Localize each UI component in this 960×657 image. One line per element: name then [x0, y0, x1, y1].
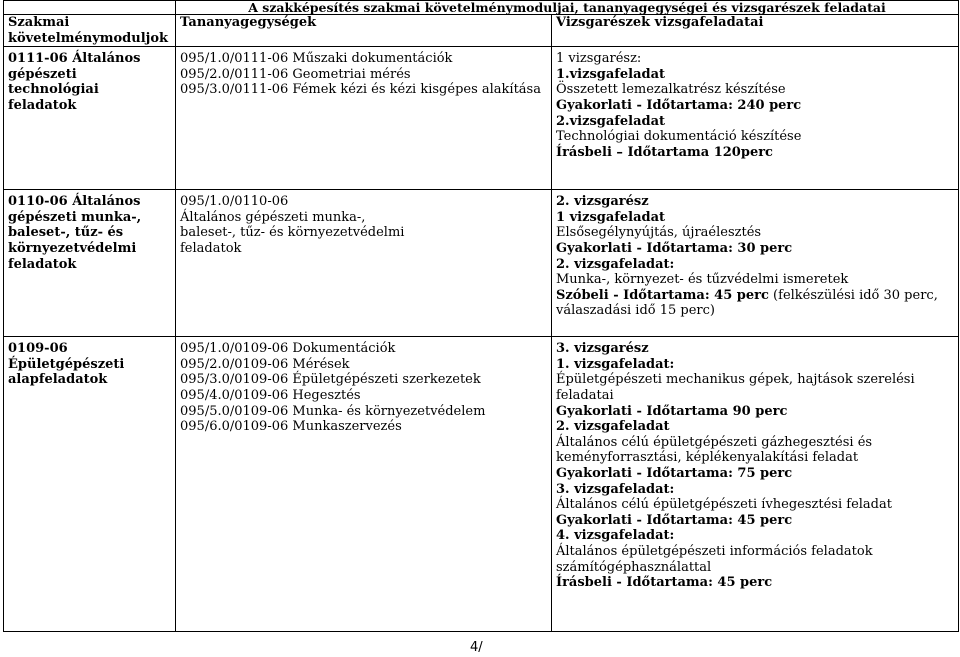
exam-line: Gyakorlati - Időtartama: 30 perc [556, 240, 793, 256]
unit-item: 095/3.0/0111-06 Fémek kézi és kézi kisgépes alakítása [180, 82, 541, 98]
modules-table [3, 0, 959, 632]
unit-item: 095/3.0/0109-06 Épületgépészeti szerkezetek [180, 372, 481, 388]
unit-item: 095/2.0/0109-06 Mérések [180, 356, 350, 372]
exam-line: 2. vizsgarész [556, 194, 649, 210]
unit-item: feladatok [180, 240, 242, 256]
exam-line: 3. vizsgafeladat: [556, 481, 675, 497]
exam-line: Munka-, környezet- és tűzvédelmi ismeretek [556, 272, 849, 288]
exam-line: Általános célú épületgépészeti gázhegesztési és keményforrasztási, képlékenyalakítási feladat [556, 434, 873, 466]
exam-cell [552, 47, 959, 190]
unit-item: 095/1.0/0111-06 Műszaki dokumentációk [180, 51, 453, 67]
unit-item: Általános gépészeti munka-, [180, 209, 366, 225]
exam-line: Elsősegélynyújtás, újraélesztés [556, 225, 762, 241]
exam-duration-note: (felkészülési idő 30 perc, válaszadási idő 15 perc) [556, 287, 938, 319]
exam-line: 2. vizsgafeladat [556, 419, 670, 435]
exam-line: Gyakorlati - Időtartama: 240 perc [556, 97, 802, 113]
caption-row [4, 1, 959, 15]
exam-cell [552, 190, 959, 337]
exam-line: 1 vizsgafeladat [556, 209, 666, 225]
exam-line: Technológiai dokumentáció készítése [556, 129, 802, 145]
table-row [4, 190, 959, 337]
exam-line: Általános épületgépészeti információs feladatok számítógéphasználattal [556, 543, 873, 575]
header-col-exams: Vizsgarészek vizsgafeladatai [552, 15, 959, 47]
page-number: 4/ [470, 640, 483, 655]
table-caption: A szakképesítés szakmai követelménymoduljai, tananyagegységei és vizsgarészek feladatai [176, 1, 959, 15]
module-cell: 0109-06 Épületgépészeti alapfeladatok [4, 337, 176, 632]
exam-line: 3. vizsgarész [556, 341, 649, 357]
exam-cell [552, 337, 959, 632]
exam-line: Általános célú épületgépészeti ívhegesztési feladat [556, 497, 892, 513]
header-col-modules: Szakmai követelménymoduljok [4, 15, 176, 47]
unit-item: 095/1.0/0110-06 [180, 194, 289, 210]
exam-line: 1. vizsgafeladat: [556, 356, 675, 372]
exam-line: 1 vizsgarész: [556, 51, 642, 67]
unit-item: 095/5.0/0109-06 Munka- és környezetvédelem [180, 403, 486, 419]
exam-line: Gyakorlati - Időtartama: 75 perc [556, 465, 793, 481]
exam-line: Gyakorlati - Időtartama 90 perc [556, 403, 788, 419]
exam-line: 4. vizsgafeladat: [556, 528, 675, 544]
unit-item: baleset-, tűz- és környezetvédelmi [180, 225, 405, 241]
units-cell [176, 47, 552, 190]
exam-line: Összetett lemezalkatrész készítése [556, 82, 786, 98]
exam-line [556, 288, 954, 319]
exam-duration: Szóbeli - Időtartama: 45 perc [556, 287, 769, 303]
table-row [4, 47, 959, 190]
header-col-units: Tananyagegységek [176, 15, 552, 47]
header-row [4, 15, 959, 47]
exam-line: Írásbeli – Időtartama 120perc [556, 144, 773, 160]
unit-item: 095/1.0/0109-06 Dokumentációk [180, 341, 396, 357]
unit-item: 095/4.0/0109-06 Hegesztés [180, 387, 361, 403]
exam-line: Írásbeli - Időtartama: 45 perc [556, 575, 773, 591]
unit-item: 095/6.0/0109-06 Munkaszervezés [180, 419, 402, 435]
units-cell [176, 337, 552, 632]
exam-line: 2. vizsgafeladat: [556, 256, 675, 272]
unit-item: 095/2.0/0111-06 Geometriai mérés [180, 66, 411, 82]
module-cell: 0111-06 Általános gépészeti technológiai feladatok [4, 47, 176, 190]
exam-line: Gyakorlati - Időtartama: 45 perc [556, 512, 793, 528]
exam-line: 1.vizsgafeladat [556, 66, 666, 82]
units-cell [176, 190, 552, 337]
module-cell: 0110-06 Általános gépészeti munka-, baleset-, tűz- és környezetvédelmi feladatok [4, 190, 176, 337]
table-row [4, 337, 959, 632]
exam-line: Épületgépészeti mechanikus gépek, hajtások szerelési feladatai [556, 372, 915, 403]
exam-line: 2.vizsgafeladat [556, 113, 666, 129]
